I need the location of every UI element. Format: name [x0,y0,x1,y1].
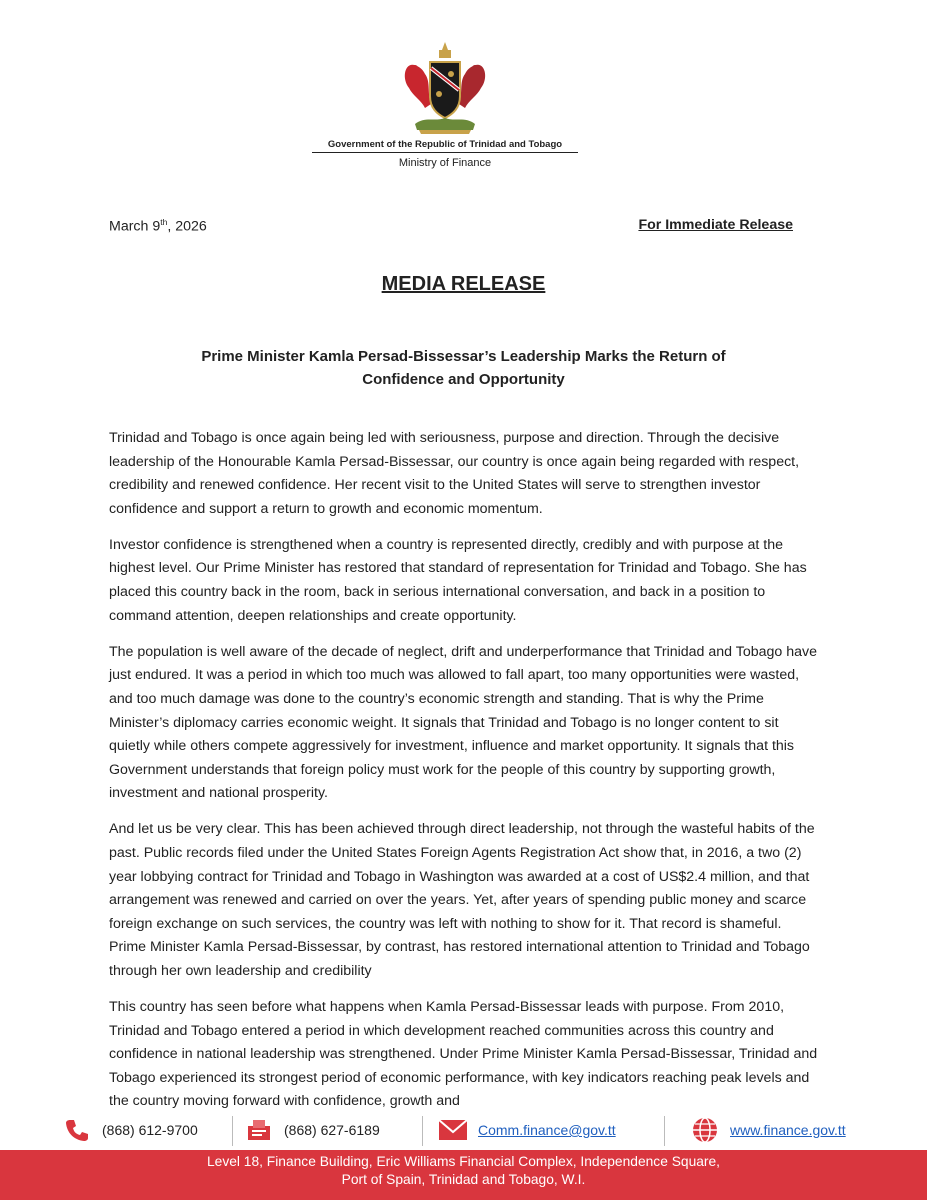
release-date: March 9th, 2026 [109,217,207,235]
website-contact[interactable] [690,1112,846,1148]
phone-icon [62,1115,92,1145]
letterhead [300,38,590,173]
fax-contact [244,1112,380,1148]
envelope-icon [438,1115,468,1145]
website-link[interactable]: www.finance.gov.tt [730,1122,846,1138]
divider [422,1116,423,1146]
government-name: Government of the Republic of Trinidad and Tobago [312,139,578,153]
headline-line-1: Prime Minister Kamla Persad-Bissessar’s Leadership Marks the Return of [201,348,726,365]
divider [664,1116,665,1146]
fax-number: (868) 627-6189 [284,1122,380,1138]
address-line-1: Level 18, Finance Building, Eric Williams Financial Complex, Independence Square, [206,1154,721,1169]
phone-number: (868) 612-9700 [102,1122,198,1138]
divider [232,1116,233,1146]
address-line-2: Port of Spain, Trinidad and Tobago, W.I. [341,1172,586,1187]
page-title: MEDIA RELEASE [381,273,546,295]
email-link[interactable]: Comm.finance@gov.tt [478,1122,616,1138]
ministry-name: Ministry of Finance [398,157,492,169]
release-tag: For Immediate Release [638,217,793,233]
paragraph: The population is well aware of the decade of neglect, drift and underperformance that Trinidad and Tobago have just endured. It was a period in which too much was allowed to fall apart, too many opportunities were wasted, and too much damage was done to the country’s economic strength and standing. That is why the Prime Minister’s diplomacy carries economic weight. It signals that Trinidad and Tobago is no longer content to sit quietly while others compete aggressively for investment, influence and market opportunity. It signals that this Government understands that foreign policy must work for the people of this country by supporting growth, investment and national prosperity. [109,643,818,802]
address-bar [0,1150,927,1200]
paragraph: Trinidad and Tobago is once again being led with seriousness, purpose and direction. Through the decisive leadership of the Honourable Kamla Persad-Bissessar, our country is once again being regarded with respect, credibility and renewed confidence. Her recent visit to the United States will serve to strengthen investor confidence and support a return to growth and economic momentum. [109,430,800,517]
paragraph: And let us be very clear. This has been achieved through direct leadership, not through the wasteful habits of the past. Public records filed under the United States Foreign Agents Registration Act show that, in 2016, a two (2) year lobbying contract for Trinidad and Tobago in Washington was awarded at a cost of US$2.4 million, and that arrangement was renewed and carried on over the years. Yet, after years of spending public money and scarce foreign exchange on such services, the country was left with nothing to show for it. That record is shameful. Prime Minister Kamla Persad-Bissessar, by contrast, has restored international attention to Trinidad and Tobago through her own leadership and credibility [109,821,815,979]
globe-icon [690,1115,720,1145]
footer [0,1112,927,1200]
body-text [109,427,819,1127]
paragraph: This country has seen before what happens when Kamla Persad-Bissessar leads with purpose. From 2010, Trinidad and Tobago entered a period in which development reached communities across this country and confidence in national leadership was strengthened. Under Prime Minister Kamla Persad-Bissessar, Trinidad and Tobago experienced its strongest period of economic performance, with key indicators reaching peak levels and the country moving forward with confidence, growth and [109,999,818,1110]
headline-line-2: Confidence and Opportunity [362,371,565,388]
paragraph: Investor confidence is strengthened when a country is represented directly, credibly and with purpose at the highest level. Our Prime Minister has restored that standard of representation for Trinidad and Tobago. She has placed this country back in the room, back in serious international conversation, and back in a position to command attention, deepen relationships and create opportunity. [109,536,807,624]
coat-of-arms-icon [395,38,495,138]
email-contact[interactable] [438,1112,616,1148]
phone-contact [62,1112,198,1148]
fax-icon [244,1115,274,1145]
headline [150,345,777,391]
